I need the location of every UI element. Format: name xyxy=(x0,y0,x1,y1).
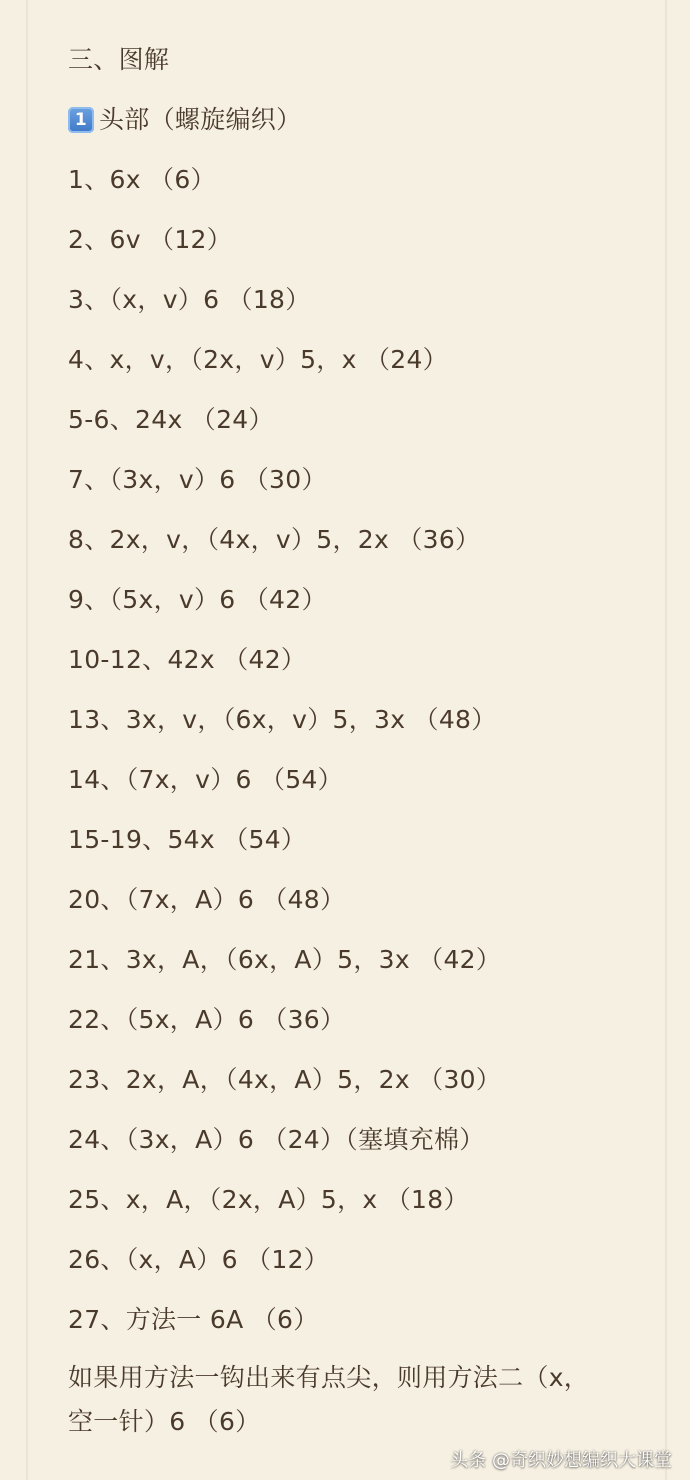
pattern-row: 13、3x，v，（6x，v）5，3x （48） xyxy=(68,705,497,734)
section-title: 三、图解 xyxy=(68,45,170,74)
pattern-row: 5-6、24x （24） xyxy=(68,405,274,434)
keycap-one-icon: 1 xyxy=(68,107,94,133)
pattern-row: 3、（x，v）6 （18） xyxy=(68,285,311,314)
part-heading xyxy=(68,98,648,142)
pattern-row: 9、（5x，v）6 （42） xyxy=(68,585,327,614)
pattern-row: 23、2x，A，（4x，A）5，2x （30） xyxy=(68,1065,502,1094)
pattern-row: 26、（x，A）6 （12） xyxy=(68,1245,330,1274)
pattern-row: 15-19、54x （54） xyxy=(68,825,307,854)
pattern-row: 14、（7x，v）6 （54） xyxy=(68,765,343,794)
pattern-row: 1、6x （6） xyxy=(68,165,216,194)
pattern-row: 24、（3x，A）6 （24）（塞填充棉） xyxy=(68,1125,485,1154)
pattern-row: 2、6v （12） xyxy=(68,225,233,254)
watermark: 头条 @奇织妙想编织大课堂 xyxy=(450,1450,672,1471)
pattern-row: 21、3x，A，（6x，A）5，3x （42） xyxy=(68,945,502,974)
pattern-row: 8、2x，v，（4x，v）5，2x （36） xyxy=(68,525,481,554)
pattern-row: 25、x，A，（2x，A）5，x （18） xyxy=(68,1185,469,1214)
page-edge-right xyxy=(665,0,667,1480)
pattern-row: 7、（3x，v）6 （30） xyxy=(68,465,327,494)
pattern-rows xyxy=(68,158,648,1342)
pattern-row: 22、（5x，A）6 （36） xyxy=(68,1005,346,1034)
note-line-1: 如果用方法一钩出来有点尖，则用方法二（x， xyxy=(68,1363,590,1392)
article-content xyxy=(68,38,648,1444)
pattern-row: 20、（7x，A）6 （48） xyxy=(68,885,346,914)
pattern-row: 27、方法一 6A （6） xyxy=(68,1305,319,1334)
part-heading-label: 头部（螺旋编织） xyxy=(99,105,302,134)
page-edge-left xyxy=(26,0,28,1480)
pattern-row: 4、x，v，（2x，v）5，x （24） xyxy=(68,345,448,374)
pattern-row: 10-12、42x （42） xyxy=(68,645,307,674)
note-line-2: 空一针）6 （6） xyxy=(68,1407,261,1436)
alternative-method-note xyxy=(68,1356,648,1444)
